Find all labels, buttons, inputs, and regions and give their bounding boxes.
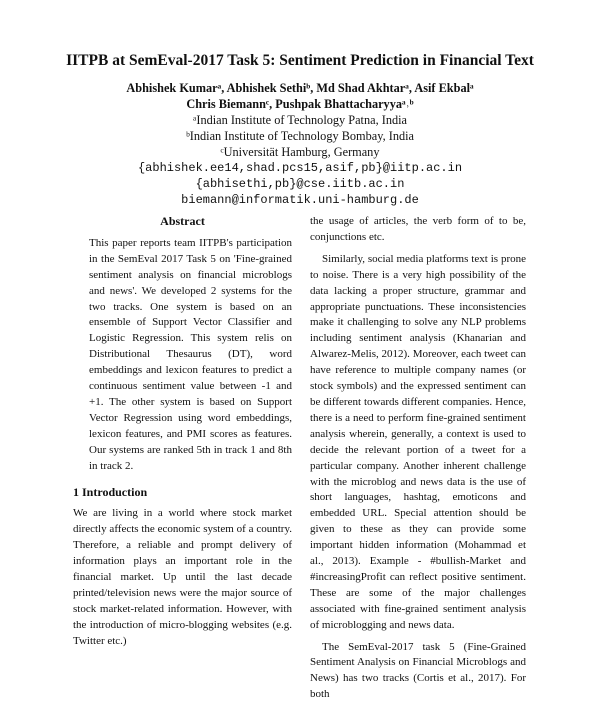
introduction-paragraph: We are living in a world where stock market directly affects the economic system of a country. Therefore, a reliable and prompt delivery of information plays an important role in the financial market. Up until the last decade printed/television news were the major source of stock market-related information. However, with the introduction of micro-blogging websites (e.g. Twitter etc.) <box>73 507 292 647</box>
abstract-heading: Abstract <box>160 214 205 228</box>
abstract-text: This paper reports team IITPB's participation in the SemEval 2017 Task 5 on 'Fine-grained sentiment analysis on financial microblogs and news'. We developed 2 systems for the two tracks. One system is based on an ensemble of Support Vector Classifier and Logistic Regression. This system relis on Distributional Thesaurus (DT), word embeddings and lexicon features to predict a continuous sentiment value between -1 and +1. The other system is based on Support Vector Regression using word embeddings, lexicon features, and PMI scores as features. Our systems are ranked 5th in track 1 and 8th in track 2. <box>89 236 292 472</box>
affiliation-3: ᶜUniversität Hamburg, Germany <box>220 145 380 159</box>
affiliation-1: ᵃIndian Institute of Technology Patna, India <box>192 113 407 127</box>
email-3: biemann@informatik.uni-hamburg.de <box>181 193 419 207</box>
body-paragraph-2: Similarly, social media platforms text is prone to noise. There is a very high possibility of the data lacking a proper structure, grammar and appropriate punctuations. These inconsistencies make it challenging to solve any NLP problems including sentiment analysis (Khanarian and Alwarez-Melis, 2012). Moreover, each tweet can have reference to multiple company names (or stock symbols) and the expressed sentiment can be different towards different companies. Hence, there is a need to perform fine-grained sentiment analysis wherein, generally, a context is used to decide the relevant portion of a tweet for a particular company. Another inherent challenge with the microblog and news data is the use of short languages, hashtag, emoticons and embedded URL. Special attention should be given to these as they can provide some important hidden information (Mohammad et al., 2013). Example - #bullish-Market and #increasingProfit can reflect positive sentiment. These are some of the major challenges associated with fine-grained sentiment analysis of microblogging and news data. <box>310 252 526 631</box>
affiliation-2: ᵇIndian Institute of Technology Bombay, India <box>185 129 414 143</box>
email-1: {abhishek.ee14,shad.pcs15,asif,pb}@iitp.ac.in <box>137 161 463 175</box>
author-names-line-2: Chris Biemannᶜ, Pushpak Bhattacharyyaᵃ˒ᵇ <box>186 97 414 111</box>
email-2: {abhisethi,pb}@cse.iitb.ac.in <box>195 177 405 191</box>
author-names-line-1: Abhishek Kumarᵃ, Abhishek Sethiᵇ, Md Shad Akhtarᵃ, Asif Ekbalᵃ <box>126 81 474 95</box>
body-paragraph-3: The SemEval-2017 task 5 (Fine-Grained Sentiment Analysis on Financial Microblogs and News) has two tracks (Cortis et al., 2017). For both <box>310 640 526 701</box>
body-paragraph-1: the usage of articles, the verb form of to be, conjunctions etc. <box>310 215 526 243</box>
left-column <box>73 214 292 650</box>
paper-title: IITPB at SemEval-2017 Task 5: Sentiment Prediction in Financial Text <box>66 52 534 69</box>
right-column <box>310 214 526 703</box>
section-heading-introduction: 1 Introduction <box>73 484 148 499</box>
author-block <box>0 80 600 208</box>
